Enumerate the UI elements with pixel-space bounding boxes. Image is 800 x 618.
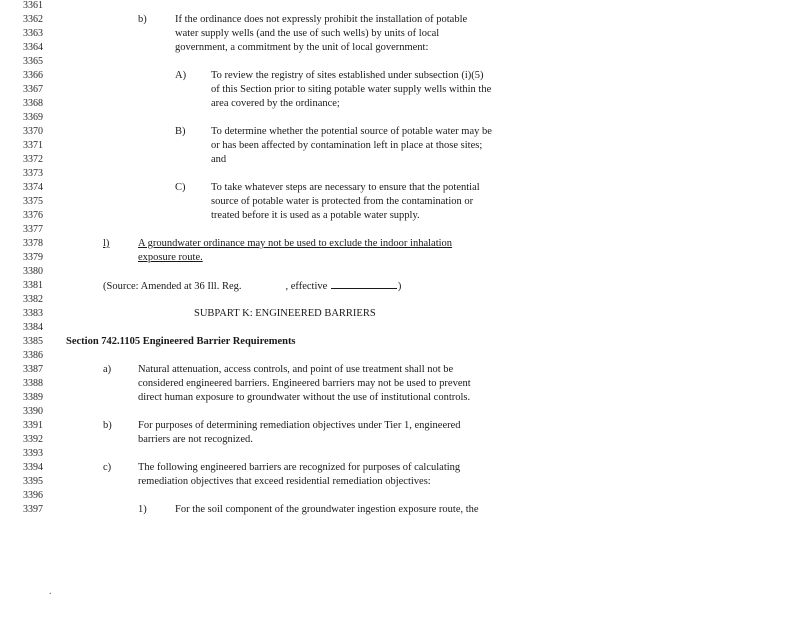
source-suffix: )	[397, 281, 402, 292]
paragraph-line: of this Section prior to siting potable water supply wells within the	[211, 84, 492, 95]
paragraph-line: or has been affected by contamination left in place at those sites;	[211, 140, 483, 151]
line-number: 3374	[23, 182, 43, 193]
line-number: 3386	[23, 350, 43, 361]
line-number: 3380	[23, 266, 43, 277]
paragraph-line: A groundwater ordinance may not be used to exclude the indoor inhalation	[138, 238, 453, 249]
line-number: 3373	[23, 168, 43, 179]
line-number: 3382	[23, 294, 43, 305]
paragraph-line: To review the registry of sites established under subsection (i)(5)	[211, 70, 484, 81]
effective-date-blank	[331, 279, 397, 289]
line-number: 3363	[23, 28, 43, 39]
source-note	[103, 279, 401, 293]
line-number: 3387	[23, 364, 43, 375]
line-number: 3376	[23, 210, 43, 221]
line-number: 3365	[23, 56, 43, 67]
line-number: 3396	[23, 490, 43, 501]
line-number: 3381	[23, 280, 43, 291]
line-number: 3389	[23, 392, 43, 403]
paragraph-line: water supply wells (and the use of such wells) by units of local	[175, 28, 440, 39]
source-effective: , effective	[285, 281, 328, 292]
line-number: 3367	[23, 84, 43, 95]
paragraph-label: 1)	[138, 504, 147, 515]
line-number: 3371	[23, 140, 43, 151]
footer-mark: .	[49, 586, 52, 597]
paragraph-line: source of potable water is protected from the contamination or	[211, 196, 474, 207]
paragraph-label: C)	[175, 182, 186, 193]
line-number: 3395	[23, 476, 43, 487]
paragraph-line: and	[211, 154, 227, 165]
line-number: 3388	[23, 378, 43, 389]
line-number: 3390	[23, 406, 43, 417]
paragraph-label: b)	[103, 420, 112, 431]
paragraph-line: To determine whether the potential source of potable water may be	[211, 126, 492, 137]
line-number: 3377	[23, 224, 43, 235]
paragraph-line: direct human exposure to groundwater without the use of institutional controls.	[138, 392, 471, 403]
paragraph-line: barriers are not recognized.	[138, 434, 253, 445]
paragraph-line: treated before it is used as a potable water supply.	[211, 210, 420, 221]
line-number: 3366	[23, 70, 43, 81]
paragraph-label: a)	[103, 364, 112, 375]
line-number: 3361	[23, 0, 43, 11]
line-number: 3383	[23, 308, 43, 319]
paragraph-label: c)	[103, 462, 112, 473]
paragraph-label: B)	[175, 126, 186, 137]
line-number: 3375	[23, 196, 43, 207]
paragraph-label: A)	[175, 70, 187, 81]
paragraph-line: Natural attenuation, access controls, and point of use treatment shall not be	[138, 364, 454, 375]
line-number: 3385	[23, 336, 43, 347]
paragraph-line: remediation objectives that exceed residential remediation objectives:	[138, 476, 431, 487]
line-number: 3372	[23, 154, 43, 165]
paragraph-line: For purposes of determining remediation objectives under Tier 1, engineered	[138, 420, 461, 431]
paragraph-line: area covered by the ordinance;	[211, 98, 340, 109]
paragraph-line: government, a commitment by the unit of local government:	[175, 42, 429, 53]
line-number: 3369	[23, 112, 43, 123]
line-number: 3391	[23, 420, 43, 431]
line-number: 3393	[23, 448, 43, 459]
source-prefix: (Source: Amended at 36 Ill. Reg.	[103, 281, 242, 292]
paragraph-label: l)	[103, 238, 110, 249]
line-number: 3364	[23, 42, 43, 53]
line-number: 3397	[23, 504, 43, 515]
paragraph-line: To take whatever steps are necessary to ensure that the potential	[211, 182, 480, 193]
section-heading: Section 742.1105 Engineered Barrier Requirements	[66, 336, 296, 347]
subpart-heading: SUBPART K: ENGINEERED BARRIERS	[194, 308, 376, 319]
line-number: 3379	[23, 252, 43, 263]
line-number: 3394	[23, 462, 43, 473]
paragraph-line: For the soil component of the groundwater ingestion exposure route, the	[175, 504, 479, 515]
line-number: 3378	[23, 238, 43, 249]
paragraph-label: b)	[138, 14, 147, 25]
line-number: 3384	[23, 322, 43, 333]
paragraph-line: The following engineered barriers are recognized for purposes of calculating	[138, 462, 461, 473]
paragraph-line: considered engineered barriers. Engineered barriers may not be used to prevent	[138, 378, 471, 389]
line-number: 3368	[23, 98, 43, 109]
line-number: 3370	[23, 126, 43, 137]
paragraph-line: If the ordinance does not expressly prohibit the installation of potable	[175, 14, 468, 25]
paragraph-line: exposure route.	[138, 252, 203, 263]
line-number: 3392	[23, 434, 43, 445]
line-number: 3362	[23, 14, 43, 25]
